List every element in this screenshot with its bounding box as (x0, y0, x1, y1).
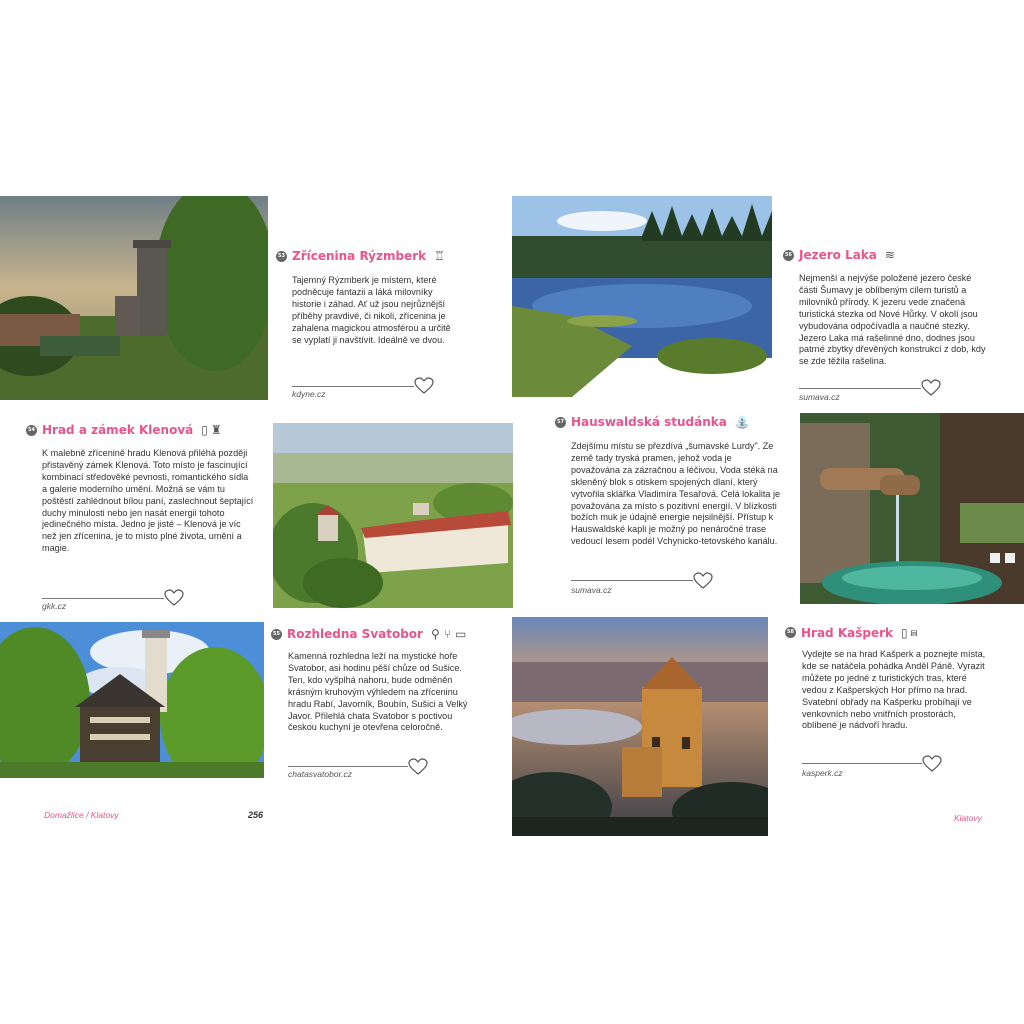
entry-title-ryzmberk: 53 Zřícenina Rýzmberk ♖ (276, 249, 445, 263)
entry-url[interactable]: kasperk.cz (802, 768, 843, 778)
heart-icon[interactable] (414, 377, 434, 395)
entry-number: 58 (785, 627, 796, 638)
photo-klenova (273, 423, 513, 608)
photo-laka (512, 196, 772, 397)
entry-title-kasperk: 58 Hrad Kašperk ▯ ⩎ (785, 625, 917, 640)
entry-body-hauswald: Zdejšímu místu se přezdívá „šumavské Lurdy". Ze země tady tryská pramen, jehož voda je považována za zázračnou a léčivou. Voda stéká na skleněný blok s otiskem spojených dlaní, který vytvořila sklářka Vladimíra Tesařová. Celá lokalita je považována za místo s pozitivní energií. V blízkosti božích muk je údajně energie nejsilnější. Přístup k Hauswaldské kapli je možný po nenáročné trase vedoucí lesem podél Vchynicko-tetovského kanálu. (571, 441, 781, 547)
entry-number: 57 (555, 417, 566, 428)
entry-url[interactable]: gkk.cz (42, 601, 67, 611)
entry-number: 55 (271, 629, 282, 640)
entry-number: 53 (276, 251, 287, 262)
restaurant-icon: ⑂ (443, 627, 451, 641)
castle-icon: ♜ (210, 423, 222, 437)
heart-icon[interactable] (921, 379, 941, 397)
heart-icon[interactable] (408, 758, 428, 776)
heart-icon[interactable] (693, 572, 713, 590)
divider (799, 388, 921, 389)
entry-title-svatobor: 55 Rozhledna Svatobor ⚲ ⑂ ▭ (271, 627, 466, 641)
entry-url[interactable]: sumava.cz (799, 392, 840, 402)
entry-title-klenova: 54 Hrad a zámek Klenová ▯ ♜ (26, 423, 222, 437)
entry-url[interactable]: kdyne.cz (292, 389, 326, 399)
entry-number: 56 (783, 250, 794, 261)
photo-hauswald (800, 413, 1024, 604)
photo-svatobor (0, 622, 264, 778)
bed-icon: ▭ (454, 627, 467, 641)
entry-body-kasperk: Vydejte se na hrad Kašperk a poznejte místa, kde se natáčela pohádka Anděl Páně. Vyrazit můžete po jedné z turistických tras, které vedou z Kašperských Hor přímo na hrad. Svatební obřady na Kašperku probíhají ve venkovních nebo vnitřních prostorách, oblíbené je nádvoří hradu. (802, 649, 986, 731)
divider (802, 763, 922, 764)
heart-icon[interactable] (922, 755, 942, 773)
heart-icon[interactable] (164, 589, 184, 607)
gate-icon: ⩎ (910, 625, 918, 639)
castle-ruin-icon: ♖ (434, 249, 445, 263)
entry-number: 54 (26, 425, 37, 436)
spring-icon: ⛲ (734, 415, 750, 429)
divider (42, 598, 164, 599)
entry-body-ryzmberk: Tajemný Rýzmberk je místem, které podněcuje fantazii a láká milovníky historie i záhad. Ať už jsou nejrůznější příběhy pravdivé, či nikoli, zřícenina je zahalena magickou atmosférou a určitě se vyplatí ji navštívit. Ideálně ve dvou. (292, 275, 451, 345)
entry-url[interactable]: sumava.cz (571, 585, 612, 595)
entry-title-hauswald: 57 Hauswaldská studánka ⛲ (555, 415, 750, 429)
page-number: 256 (248, 810, 264, 820)
divider (571, 580, 693, 581)
viewpoint-icon: ⚲ (430, 627, 440, 641)
tower-icon: ▯ (901, 625, 908, 640)
photo-kasperk (512, 617, 768, 836)
footer-right-region: Klatovy (954, 813, 982, 823)
divider (292, 386, 414, 387)
entry-body-klenova: K malebně zřícenině hradu Klenová přiléhá později přistavěný zámek Klenová. Toto místo je fascinující kombinací středověké pevnosti, romantického sídla a galerie moderního umění. Možná se vám tu poštěstí zahlédnout bílou paní, zaslechnout šeptající duchy minulosti nebo jen nasát energii tohoto jedinečného místa. Jedno je jisté – Klenová je víc než jen zřícenina, je to místo plné života, umění a magie. (42, 448, 254, 554)
photo-ryzmberk (0, 196, 268, 400)
divider (288, 766, 408, 767)
tower-icon: ▯ (201, 423, 208, 437)
entry-body-svatobor: Kamenná rozhledna leží na mystické hoře Svatobor, asi hodinu pěší chůze od Sušice. Ten, kdo vyšplhá nahoru, bude odměněn krásným kruhovým výhledem na zříceninu hradu Rabí, Javorník, Boubín, Sušici a Velký Javor. Přilehlá chata Svatobor s poctivou českou kuchyní je otevřena celoročně. (288, 651, 468, 733)
entry-url[interactable]: chatasvatobor.cz (288, 769, 352, 779)
water-icon: ≋ (884, 248, 895, 262)
entry-body-laka: Nejmenší a nejvýše položené jezero české části Šumavy je oblíbeným cílem turistů a milovníků přírody. K jezeru vede značená turistická stezka od Nové Hůrky. V okolí jsou vybudována odpočívadla a naučné stezky. Jezero Laka má rašelinné dno, dodnes jsou patrné zbytky dřevěných konstrukcí z dob, kdy se zde těžila rašelina. (799, 273, 986, 367)
entry-title-laka: 56 Jezero Laka ≋ (783, 248, 895, 262)
footer-left-region: Domažlice / Klatovy (44, 810, 119, 820)
